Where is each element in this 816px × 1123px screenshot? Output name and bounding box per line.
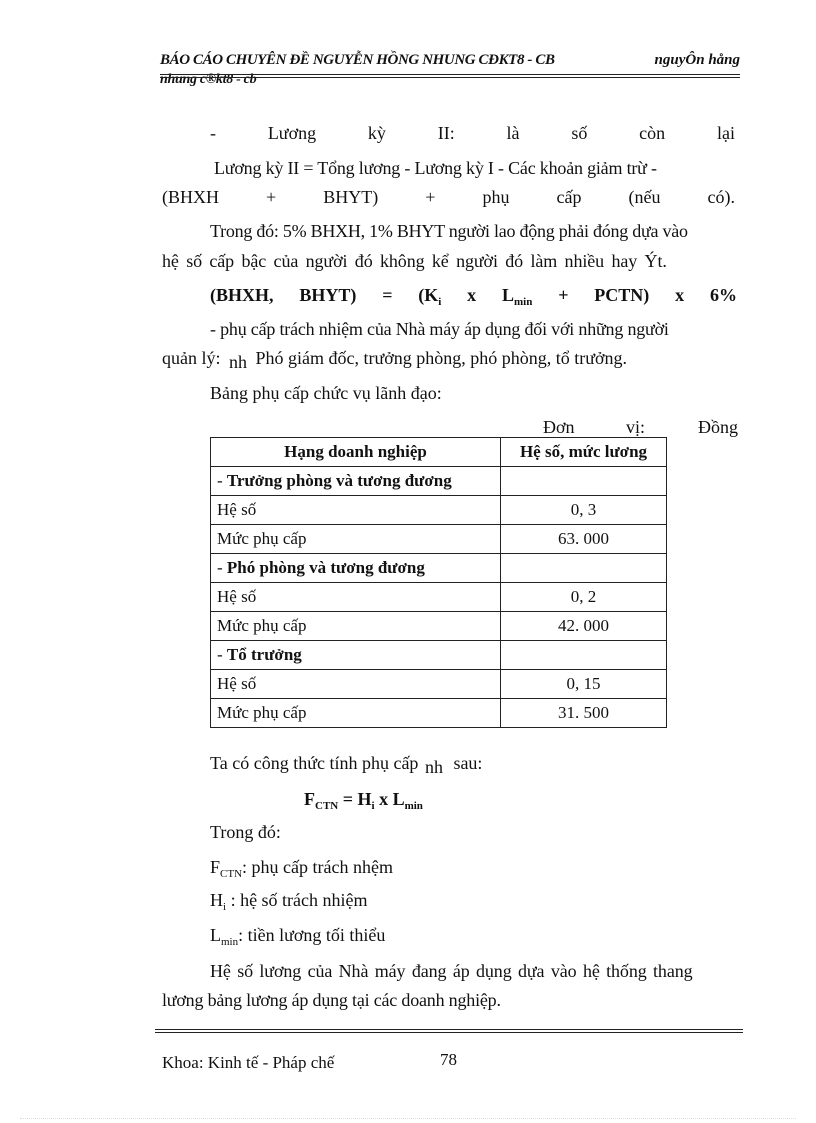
paragraph-salary-scale-2: lương bảng lương áp dụng tại các doanh nghiệp. bbox=[162, 990, 501, 1010]
table-cell: Hệ số bbox=[211, 583, 501, 612]
footer-rule bbox=[155, 1029, 743, 1030]
table-header-row bbox=[211, 438, 667, 467]
formula-part: PCTN) bbox=[594, 285, 650, 305]
header-rule bbox=[160, 74, 740, 75]
formula-bhxh-bhyt bbox=[210, 285, 737, 308]
formula-part: (BHXH, bbox=[210, 285, 274, 305]
table-row bbox=[211, 525, 667, 554]
table-cell: 0, 2 bbox=[501, 583, 667, 612]
word: BHYT) bbox=[323, 187, 379, 207]
word: số bbox=[571, 123, 588, 143]
word: (nếu bbox=[628, 187, 661, 207]
table-cell bbox=[501, 554, 667, 583]
word: lại bbox=[716, 123, 735, 143]
formula-fctn: $F_{CTN} = H_i$ x $L_{min}$ bbox=[304, 789, 423, 812]
word: có). bbox=[707, 187, 735, 207]
definition-fctn: $F_{CTN}$: phụ cấp trách nhệm bbox=[210, 857, 393, 880]
header-title: BÁO CÁO CHUYÊN ĐỀ NGUYỄN HỒNG NHUNG CĐKT8 - CB bbox=[160, 52, 555, 68]
column-header: Hệ số, mức lương bbox=[501, 438, 667, 467]
formula-part: ($K_i$ bbox=[418, 285, 442, 308]
table-row bbox=[211, 670, 667, 699]
word: Lương bbox=[267, 123, 317, 143]
paragraph-salary-scale: Hệ số lương của Nhà máy đang áp dụng dựa vào hệ thống thang bbox=[210, 961, 693, 981]
word: (BHXH bbox=[162, 187, 219, 207]
footer-department: Khoa: Kinh tế - Pháp chế bbox=[162, 1053, 335, 1072]
paragraph-deduction-rate-2: hệ số cấp bậc của người đó không kể người đó làm nhiều hay Ýt. bbox=[162, 251, 667, 271]
paragraph-responsibility-allowance-2: quản lý: nh Phó giám đốc, trưởng phòng, phó phòng, tổ trưởng. bbox=[162, 348, 628, 372]
where-label: Trong đó: bbox=[210, 822, 281, 842]
table-cell: Mức phụ cấp bbox=[211, 699, 501, 728]
table-row bbox=[211, 699, 667, 728]
table-row bbox=[211, 641, 667, 670]
header-subtitle: nhung c®kt8 - cb bbox=[160, 72, 257, 87]
word: cấp bbox=[556, 187, 582, 207]
formula-part: x bbox=[467, 285, 477, 305]
formula-part: $L_{min}$ bbox=[502, 285, 533, 308]
table-cell: - Tổ trưởng bbox=[211, 641, 501, 670]
table-cell: 42. 000 bbox=[501, 612, 667, 641]
definition-hi: $H_i$ : hệ số trách nhiệm bbox=[210, 890, 368, 913]
formula-part: x bbox=[675, 285, 685, 305]
word: phụ bbox=[482, 187, 510, 207]
formula-part: 6% bbox=[709, 285, 737, 305]
table-intro: Bảng phụ cấp chức vụ lãnh đạo: bbox=[210, 383, 442, 403]
column-header: Hạng doanh nghiệp bbox=[211, 438, 501, 467]
table-row bbox=[211, 612, 667, 641]
table-cell: 31. 500 bbox=[501, 699, 667, 728]
word: còn bbox=[639, 123, 666, 143]
table-cell: 63. 000 bbox=[501, 525, 667, 554]
page-edge bbox=[20, 1118, 796, 1119]
header-rule-2 bbox=[160, 77, 740, 78]
formula-line-deductions bbox=[162, 188, 735, 206]
table-cell bbox=[501, 641, 667, 670]
table-cell: 0, 15 bbox=[501, 670, 667, 699]
paragraph-luong-ky-2 bbox=[210, 124, 735, 142]
word: II: bbox=[437, 123, 455, 143]
definition-lmin: $L_{min}$: tiền lương tối thiểu bbox=[210, 925, 386, 948]
paragraph-responsibility-allowance: - phụ cấp trách nhiệm của Nhà máy áp dụng đối với những người bbox=[210, 319, 669, 339]
formula-part: + bbox=[558, 285, 569, 305]
formula-part: = bbox=[382, 285, 393, 305]
word: - bbox=[210, 123, 216, 143]
word: + bbox=[425, 187, 436, 207]
formula-intro: Ta có công thức tính phụ cấp nh sau: bbox=[210, 753, 483, 777]
table-cell: - Phó phòng và tương đương bbox=[211, 554, 501, 583]
paragraph-deduction-rate: Trong đó: 5% BHXH, 1% BHYT người lao động phải đóng dựa vào bbox=[210, 221, 688, 241]
formula-line-luong-ky-2: Lương kỳ II = Tổng lương - Lương kỳ I - Các khoản giảm trừ - bbox=[214, 158, 657, 178]
word: là bbox=[506, 123, 520, 143]
table-row bbox=[211, 554, 667, 583]
table-cell: - Trưởng phòng và tương đương bbox=[211, 467, 501, 496]
word: kỳ bbox=[367, 123, 386, 143]
table-cell: Hệ số bbox=[211, 496, 501, 525]
footer-rule-2 bbox=[155, 1032, 743, 1033]
table-cell: Mức phụ cấp bbox=[211, 525, 501, 554]
allowance-table bbox=[210, 437, 667, 728]
table-row bbox=[211, 467, 667, 496]
formula-part: BHYT) bbox=[299, 285, 357, 305]
table-cell: 0, 3 bbox=[501, 496, 667, 525]
table-row bbox=[211, 496, 667, 525]
word: + bbox=[266, 187, 277, 207]
table-cell: Hệ số bbox=[211, 670, 501, 699]
page-number: 78 bbox=[440, 1050, 457, 1069]
table-row bbox=[211, 583, 667, 612]
table-cell bbox=[501, 467, 667, 496]
header-author: nguyÔn hång bbox=[654, 52, 740, 68]
table-cell: Mức phụ cấp bbox=[211, 612, 501, 641]
